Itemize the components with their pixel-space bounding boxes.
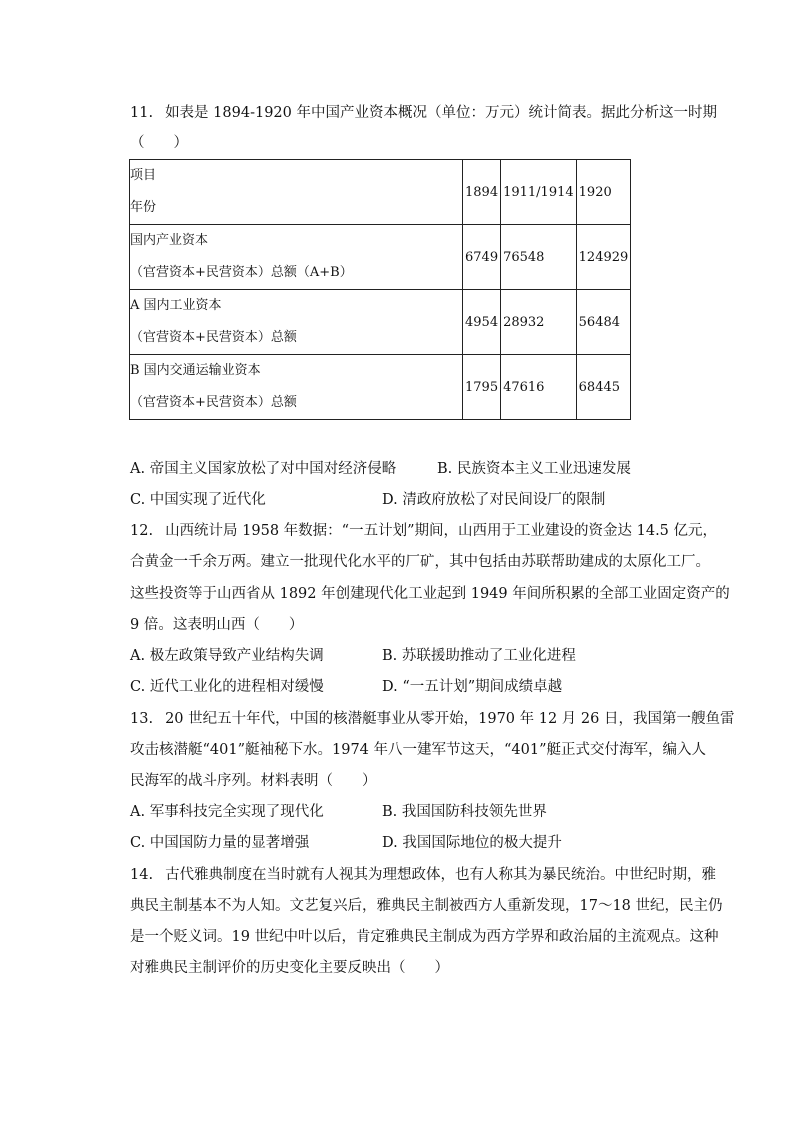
q14-stem-line-2: 典民主制基本不为人知。文艺复兴后，雅典民主制被西方人重新发现，17～18 世纪，民主仍 xyxy=(130,898,723,914)
header-year-label: 年份 xyxy=(130,200,157,215)
q14-stem-line-1 xyxy=(130,865,716,885)
row-label-line-1: 国内产业资本 xyxy=(130,233,209,248)
row-value-1911-1914: 47616 xyxy=(501,355,577,420)
q12-stem-line-2: 合黄金一千余万两。建立一批现代化水平的厂矿，其中包括由苏联帮助建成的太原化工厂。 xyxy=(130,554,710,570)
row-value-1920: 68445 xyxy=(576,355,631,420)
q11-option-b[interactable]: B. 民族资本主义工业迅速发展 xyxy=(437,461,631,477)
q13-stem-line-2: 攻击核潜艇“401”艇袖秘下水。1974 年八一建军节这天，“401”艇正式交付海军，编入人 xyxy=(130,742,707,758)
q13-text-line: 20 世纪五十年代，中国的核潜艇事业从零开始，1970 年 12 月 26 日，我国第一艘鱼雷 xyxy=(165,711,735,727)
table-header-row xyxy=(130,160,631,225)
q12-option-c[interactable]: C. 近代工业化的进程相对缓慢 xyxy=(130,679,324,695)
row-label-cell xyxy=(130,225,463,290)
row-label-cell xyxy=(130,290,463,355)
row-label-line-1: B 国内交通运输业资本 xyxy=(130,363,261,378)
row-value-1894: 6749 xyxy=(463,225,501,290)
q14-stem-line-3: 是一个贬义词。19 世纪中叶以后，肯定雅典民主制成为西方学界和政治届的主流观点。这种 xyxy=(130,929,719,945)
q11-option-c[interactable]: C. 中国实现了近代化 xyxy=(130,492,266,508)
row-value-1894: 1795 xyxy=(463,355,501,420)
q12-stem-line-4: 9 倍。这表明山西（ ） xyxy=(130,617,304,633)
table-row xyxy=(130,225,631,290)
q11-stem-text: 如表是 1894-1920 年中国产业资本概况（单位：万元）统计简表。据此分析这一时期 xyxy=(165,105,717,121)
header-item-cell xyxy=(130,160,463,225)
header-col-1911-1914: 1911/1914 xyxy=(501,160,577,225)
q13-option-b[interactable]: B. 我国国防科技领先世界 xyxy=(382,804,547,820)
row-label-line-2: （官营资本+民营资本）总额 xyxy=(130,395,297,410)
row-label-cell xyxy=(130,355,463,420)
header-col-1920: 1920 xyxy=(576,160,631,225)
row-label-line-1: A 国内工业资本 xyxy=(130,298,222,313)
row-value-1920: 124929 xyxy=(576,225,631,290)
table-row xyxy=(130,290,631,355)
table-row xyxy=(130,355,631,420)
row-value-1894: 4954 xyxy=(463,290,501,355)
row-value-1911-1914: 28932 xyxy=(501,290,577,355)
q12-option-b[interactable]: B. 苏联援助推动了工业化进程 xyxy=(382,648,576,664)
q12-stem-line-1 xyxy=(130,521,717,541)
q12-number: 12. xyxy=(130,523,154,539)
q14-stem-line-4: 对雅典民主制评价的历史变化主要反映出（ ） xyxy=(130,960,449,976)
q13-option-d[interactable]: D. 我国国际地位的极大提升 xyxy=(382,835,562,851)
q11-option-a[interactable]: A. 帝国主义国家放松了对中国对经济侵略 xyxy=(130,461,397,477)
header-item-label: 项目 xyxy=(130,168,157,183)
q13-stem-line-1 xyxy=(130,709,734,729)
industrial-capital-table xyxy=(129,159,631,420)
q12-option-a[interactable]: A. 极左政策导致产业结构失调 xyxy=(130,648,324,664)
q12-option-d[interactable]: D. “一五计划”期间成绩卓越 xyxy=(382,679,563,695)
row-label-line-2: （官营资本+民营资本）总额 xyxy=(130,330,297,345)
q12-stem-line-3: 这些投资等于山西省从 1892 年创建现代化工业起到 1949 年间所积累的全部工业固定资产的 xyxy=(130,586,730,602)
q13-number: 13. xyxy=(130,711,154,727)
q11-number: 11. xyxy=(130,105,154,121)
q13-stem-line-3: 民海军的战斗序列。材料表明（ ） xyxy=(130,773,377,789)
q14-text-line: 古代雅典制度在当时就有人视其为理想政体，也有人称其为暴民统治。中世纪时期，雅 xyxy=(165,867,717,883)
q13-option-a[interactable]: A. 军事科技完全实现了现代化 xyxy=(130,804,324,820)
q12-text-line: 山西统计局 1958 年数据：“一五计划”期间，山西用于工业建设的资金达 14.5 亿元， xyxy=(165,523,718,539)
q11-stem-line-2: （ ） xyxy=(130,135,188,151)
header-col-1894: 1894 xyxy=(463,160,501,225)
q13-option-c[interactable]: C. 中国国防力量的显著增强 xyxy=(130,835,310,851)
row-value-1920: 56484 xyxy=(576,290,631,355)
q11-stem-line-1 xyxy=(130,103,717,123)
row-value-1911-1914: 76548 xyxy=(501,225,577,290)
q14-number: 14. xyxy=(130,867,154,883)
q11-option-d[interactable]: D. 清政府放松了对民间设厂的限制 xyxy=(382,492,606,508)
row-label-line-2: （官营资本+民营资本）总额（A+B） xyxy=(130,265,353,280)
